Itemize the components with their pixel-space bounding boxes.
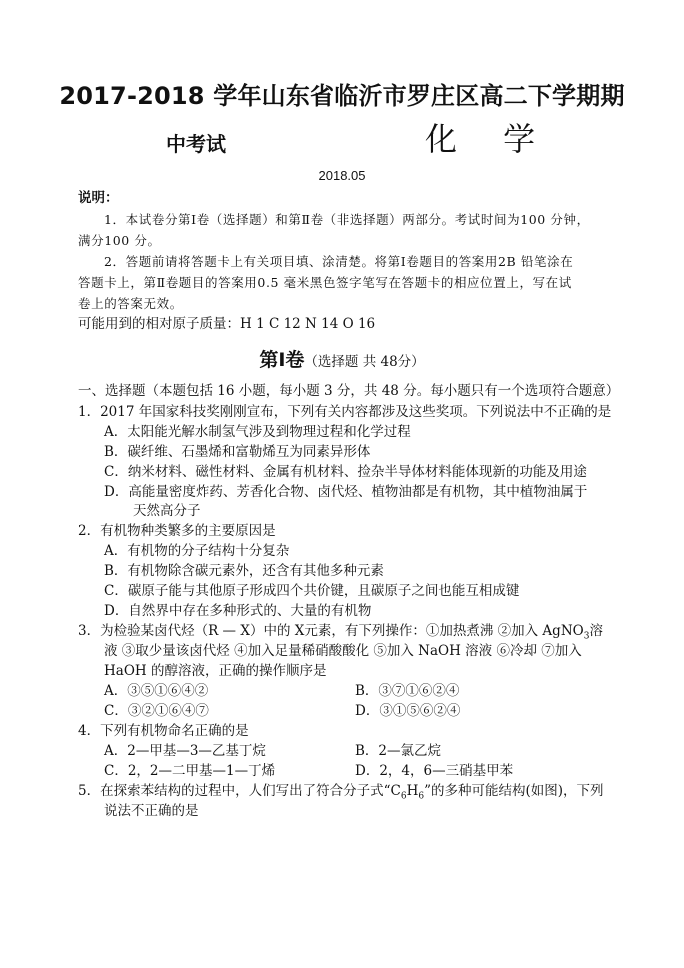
question-2-option-c: C．碳原子能与其他原子形成四个共价键，且碳原子之间也能互相成键 [104, 583, 520, 599]
question-2-option-a: A．有机物的分子结构十分复杂 [104, 543, 290, 559]
question-3-option-c: C．③②①⑥④⑦ [104, 703, 209, 719]
question-4-option-c: C．2，2—二甲基—1—丁烯 [104, 763, 276, 779]
question-3-option-b: B．③⑦①⑥②④ [355, 683, 460, 699]
document-title: 2017-2018 学年山东省临沂市罗庄区高二下学期期 [59, 82, 625, 110]
instructions-heading: 说明： [78, 190, 119, 206]
question-4-option-b: B．2—氯乙烷 [355, 743, 442, 759]
question-2-option-b: B．有机物除含碳元素外，还含有其他多种元素 [104, 563, 384, 579]
question-5-subscript-c: 6 [400, 791, 407, 802]
question-1-option-a: A．太阳能光解水制氢气涉及到物理过程和化学过程 [104, 424, 411, 440]
question-5-stem-line2: 说法不正确的是 [104, 803, 199, 819]
question-1-option-c: C．纳米材料、磁性材料、金属有机材料、捡杂半导体材料能体现新的功能及用途 [104, 464, 587, 480]
section-intro: 一、选择题（本题包括 16 小题，每小题 3 分，共 48 分。每小题只有一个选项符合题意） [78, 383, 620, 399]
question-3-stem-end: 溶 [589, 623, 603, 639]
instruction-item-2-cont: 答题卡上，第Ⅱ卷题目的答案用0.5 毫米黑色签字笔写在答题卡的相应位置上，写在试 [78, 275, 572, 290]
instruction-item-1-cont: 满分100 分。 [78, 233, 161, 248]
question-4-option-d: D．2，4，6—三硝基甲苯 [355, 763, 514, 779]
question-4-option-a: A．2—甲基—3—乙基丁烷 [104, 743, 266, 759]
section-title-sub: （选择题 共 48分） [304, 354, 425, 370]
instruction-item-1: 1．本试卷分第Ⅰ卷（选择题）和第Ⅱ卷（非选择题）两部分。考试时间为100 分钟， [104, 212, 590, 227]
question-3-subscript: 3 [583, 631, 590, 642]
question-1-option-d-cont: 天然高分子 [133, 503, 201, 519]
question-1-stem: 1．2017 年国家科技奖刚刚宣布，下列有关内容都涉及这些奖项。下列说法中不正确的是 [78, 404, 612, 420]
question-2-option-d: D．自然界中存在多种形式的、大量的有机物 [104, 603, 372, 619]
section-title [0, 345, 684, 372]
instruction-item-2: 2．答题前请将答题卡上有关项目填、涂清楚。将第Ⅰ卷题目的答案用2B 铅笔涂在 [104, 254, 574, 269]
question-3-stem-line3: HaOH 的醇溶液，正确的操作顺序是 [104, 663, 327, 679]
question-3-stem-line2: 液 ③取少量该卤代烃 ④加入足量稀硝酸酸化 ⑤加入 NaOH 溶液 ⑥冷却 ⑦加入 [104, 643, 582, 659]
question-3-option-d: D．③①⑤⑥②④ [355, 703, 461, 719]
question-3-stem-text: 3．为检验某卤代烃（R — X）中的 X元素，有下列操作：①加热煮沸 ②加入 AgNO [78, 623, 584, 639]
question-1-option-d: D．高能量密度炸药、芳香化合物、卤代烃、植物油都是有机物，其中植物油属于 [104, 484, 588, 500]
question-5-formula-h: H [406, 783, 419, 799]
question-2-stem: 2．有机物种类繁多的主要原因是 [78, 523, 276, 539]
section-title-main: 第Ⅰ卷 [259, 349, 305, 371]
subject-title: 化 学 [425, 120, 554, 158]
question-1-option-b: B．碳纤维、石墨烯和富勒烯互为同素异形体 [104, 444, 371, 460]
question-5-stem-text: 5．在探索苯结构的过程中，人们写出了符合分子式“C [78, 783, 401, 799]
question-3-option-a: A．③⑤①⑥④② [104, 683, 209, 699]
question-4-stem: 4．下列有机物命名正确的是 [78, 723, 249, 739]
atomic-mass-line: 可能用到的相对原子质量：H 1 C 12 N 14 O 16 [78, 316, 376, 332]
exam-date: 2018.05 [318, 168, 366, 183]
question-5-subscript-h: 6 [418, 791, 425, 802]
instruction-item-2-end: 卷上的答案无效。 [78, 296, 183, 311]
question-5-stem-end: ”的多种可能结构(如图)，下列 [424, 783, 604, 799]
document-title-continued: 中考试 [166, 132, 226, 156]
